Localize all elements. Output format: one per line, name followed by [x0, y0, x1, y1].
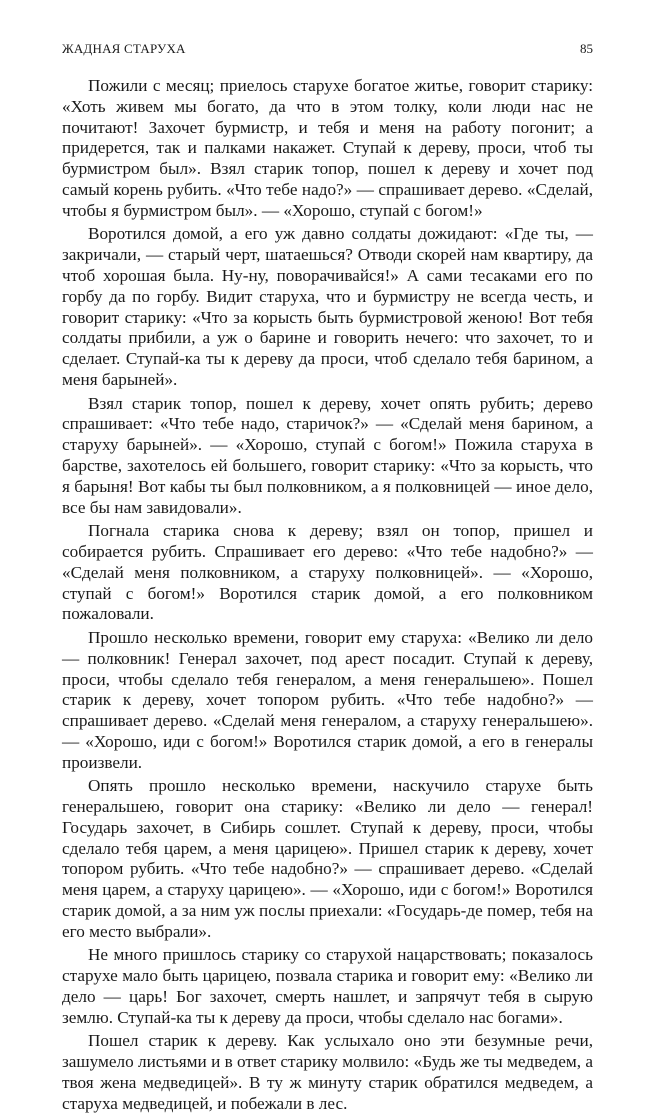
page-number: 85 — [580, 41, 593, 56]
paragraph: Не много пришлось старику со старухой нацарствовать; показалось старухе мало быть царицею, позвала старика и говорит ему: «Велико ли дело — царь! Бог захочет, смерть нашлет, и запрячут тебя в сырую землю. Ступай-ка ты к дереву да проси, чтобы сделало нас богами». — [62, 945, 593, 1027]
paragraph: Прошло несколько времени, говорит ему старуха: «Велико ли дело — полковник! Генерал захочет, под арест посадит. Ступай к дереву, проси, чтобы сделало тебя генералом, а меня генеральшею». Пошел старик к дереву, хочет топором рубить. «Что тебе надобно?» — спрашивает дерево. «Сделай меня генералом, а старуху генеральшею». — «Хорошо, иди с богом!» Воротился старик домой, а его в генералы произвели. — [62, 627, 593, 772]
story-text — [62, 76, 593, 1115]
paragraph: Воротился домой, а его уж давно солдаты дожидают: «Где ты, — закричали, — старый черт, шатаешься? Отводи скорей нам квартиру, да чтоб хорошая была. Ну-ну, поворачивайся!» А сами тесаками его по горбу да по горбу. Видит старуха, что и бурмистру не всегда честь, и говорит старику: «Что за корысть быть бурмистровой женою! Вот тебя солдаты прибили, а уж о барине и говорить нечего: что захочет, то и сделает. Ступай-ка ты к дереву да проси, чтоб сделало тебя барином, а меня барыней». — [62, 224, 593, 389]
paragraph: Погнала старика снова к дереву; взял он топор, пришел и собирается рубить. Спрашивает его дерево: «Что тебе надобно?» — «Сделай меня полковником, а старуху полковницей». — «Хорошо, ступай с богом!» Воротился старик домой, а его полковником пожаловали. — [62, 521, 593, 624]
paragraph: Взял старик топор, пошел к дереву, хочет опять рубить; дерево спрашивает: «Что тебе надо, старичок?» — «Сделай меня барином, а старуху барыней». — «Хорошо, ступай с богом!» Пожила старуха в барстве, захотелось ей большего, говорит старику: «Что за корысть, что я барыня! Вот кабы ты был полковником, а я полковницей — иное дело, все бы нам завидовали». — [62, 393, 593, 517]
running-title: ЖАДНАЯ СТАРУХА — [62, 41, 186, 56]
paragraph: Опять прошло несколько времени, наскучило старухе быть генеральшею, говорит она старику: «Велико ли дело — генерал! Государь захочет, в Сибирь сошлет. Ступай к дереву, проси, чтобы сделало тебя царем, а меня царицею». Пришел старик к дереву, хочет топором рубить. «Что тебе надобно?» — спрашивает дерево. «Сделай меня царем, а старуху царицею». — «Хорошо, иди с богом!» Воротился старик домой, а за ним уж послы приехали: «Государь-де помер, тебя на его место выбрали». — [62, 776, 593, 941]
paragraph: Пошел старик к дереву. Как услыхало оно эти безумные речи, зашумело листьями и в ответ старику молвило: «Будь же ты медведем, а твоя жена медведицей». В ту ж минуту старик обратился медведем, а старуха медведицей, и побежали в лес. — [62, 1031, 593, 1113]
paragraph: Пожили с месяц; приелось старухе богатое житье, говорит старику: «Хоть живем мы богато, да что в этом толку, коли люди нас не почитают! Захочет бурмистр, и тебя и меня на работу погонит; а придерется, так и палками накажет. Ступай к дереву, проси, чтоб ты бурмистром был». Взял старик топор, пошел к дереву и хочет под самый корень рубить. «Что тебе надо?» — спрашивает дерево. «Сделай, чтобы я бурмистром был». — «Хорошо, ступай с богом!» — [62, 76, 593, 220]
